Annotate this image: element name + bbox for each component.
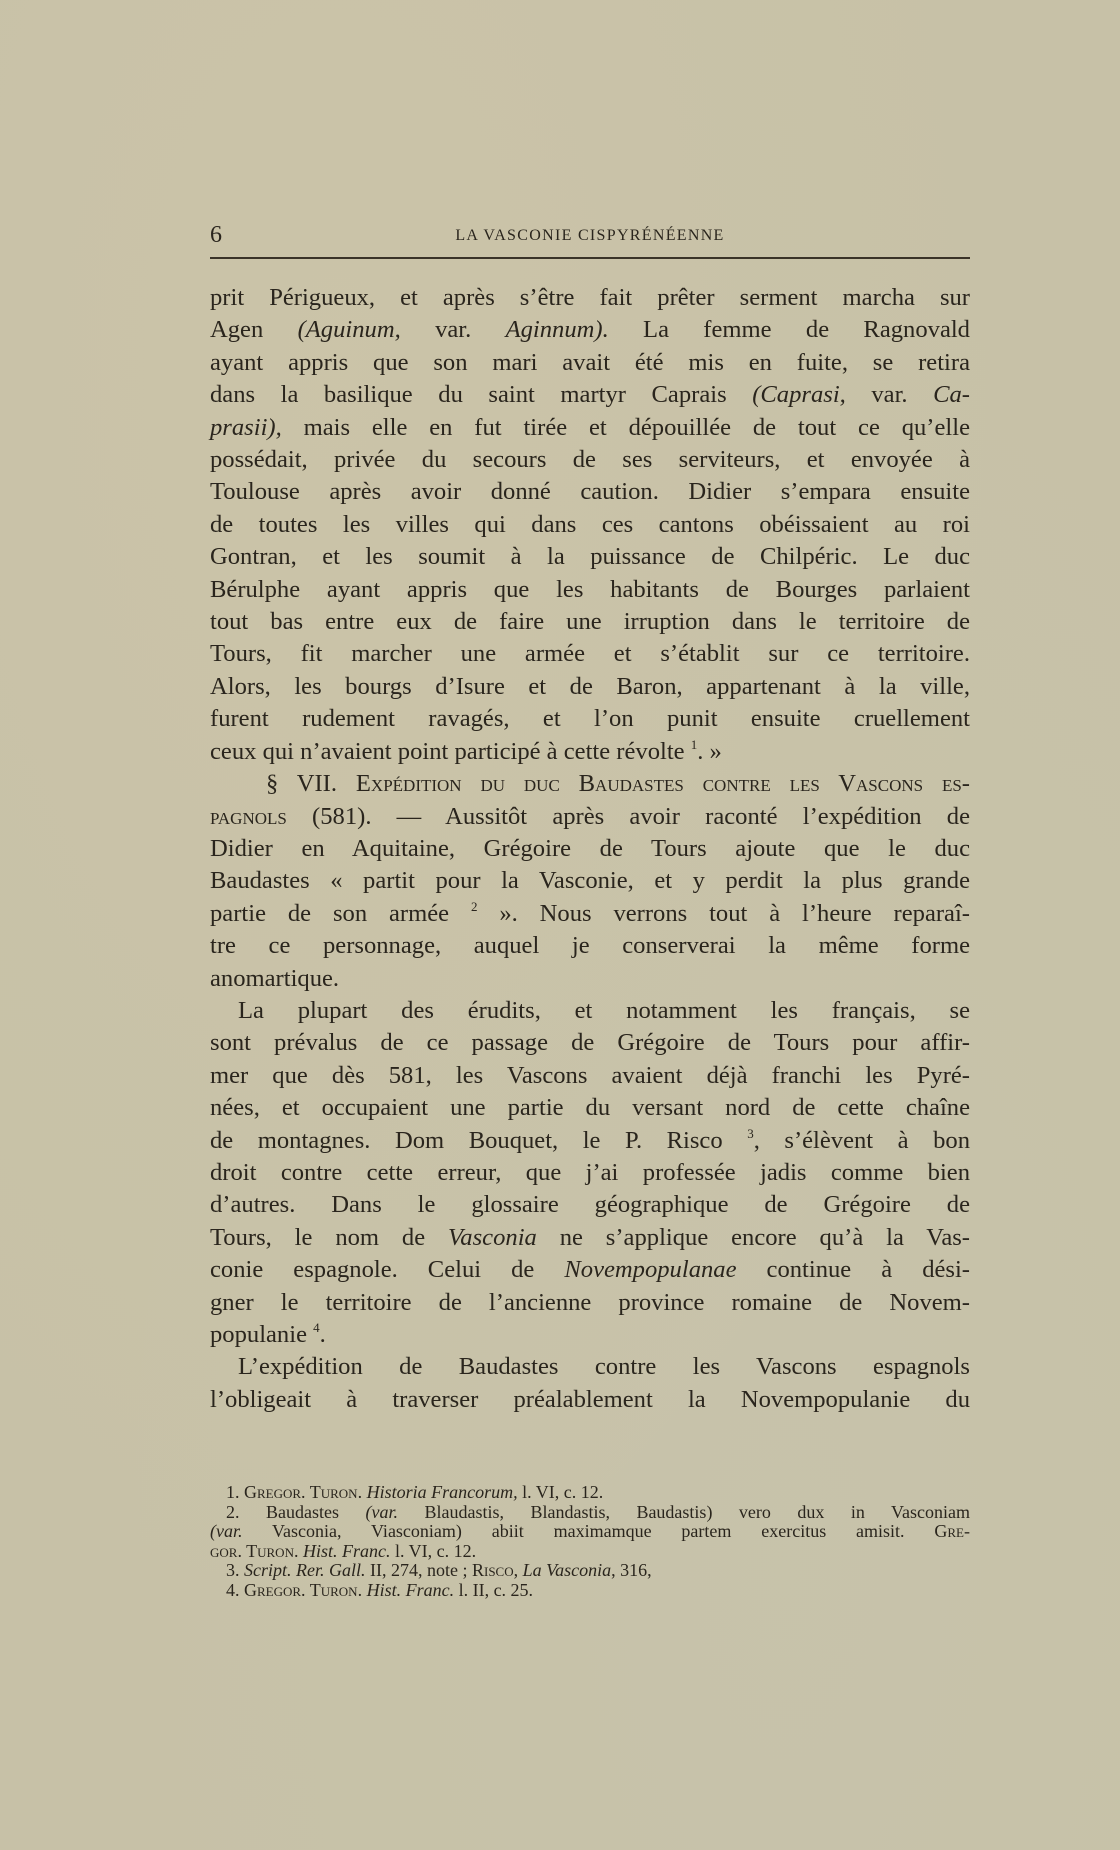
text-line: ayant appris que son mari avait été mis en fuite, se retira: [210, 348, 970, 376]
text-line: de toutes les villes qui dans ces cantons obéissaient au roi: [210, 510, 970, 538]
text-line: nées, et occupaient une partie du versant nord de cette chaîne: [210, 1094, 970, 1122]
text-line: Bérulphe ayant appris que les habitants de Bourges parlaient: [210, 575, 970, 603]
page-header: [210, 220, 970, 250]
text-line: tre ce personnage, auquel je conserverai la même forme: [210, 932, 970, 960]
footnote-3: 3. Script. Rer. Gall. II, 274, note ; Risco, La Vasconia, 316,: [226, 1560, 652, 1580]
text-line: mer que dès 581, les Vascons avaient déjà franchi les Pyré-: [210, 1061, 970, 1089]
text-line: l’obligeait à traverser préalablement la Novempopulanie du: [210, 1385, 970, 1413]
text-line: pagnols (581). — Aussitôt après avoir raconté l’expédition de: [210, 802, 970, 830]
footnote-1: 1. Gregor. Turon. Historia Francorum, l. VI, c. 12.: [226, 1482, 604, 1502]
text-line: Baudastes « partit pour la Vasconie, et y perdit la plus grande: [210, 867, 970, 895]
text-line: conie espagnole. Celui de Novempopulanae continue à dési-: [210, 1256, 970, 1284]
section-heading: § VII. Expédition du duc Baudastes contre les Vascons es-: [266, 770, 970, 798]
footnote-ref-3[interactable]: 3: [747, 1125, 754, 1141]
footnote-ref-1[interactable]: 1: [690, 736, 698, 752]
footnote-2-cont: (var. Vasconia, Viasconiam) abiit maximamque partem exercitus amisit. Gre-: [210, 1521, 970, 1541]
text-line: Didier en Aquitaine, Grégoire de Tours ajoute que le duc: [210, 834, 970, 862]
text-line: prit Périgueux, et après s’être fait prêter serment marcha sur: [210, 284, 970, 311]
footnote-4: 4. Gregor. Turon. Hist. Franc. l. II, c. 25.: [226, 1579, 534, 1600]
page-number: 6: [210, 222, 222, 248]
running-title: LA VASCONIE CISPYRÉNÉENNE: [455, 227, 725, 244]
text-line: gner le territoire de l’ancienne province romaine de Novem-: [210, 1288, 970, 1316]
text-line: furent rudement ravagés, et l’on punit ensuite cruellement: [210, 705, 970, 733]
text-line: prasii), mais elle en fut tirée et dépouillée de tout ce qu’elle: [210, 413, 970, 441]
text-line: Tours, fit marcher une armée et s’établit sur ce territoire.: [210, 640, 970, 668]
text-line: Gontran, et les soumit à la puissance de Chilpéric. Le duc: [210, 543, 970, 571]
text-line: d’autres. Dans le glossaire géographique de Grégoire de: [210, 1191, 970, 1219]
text-line: Toulouse après avoir donné caution. Didier s’empara ensuite: [210, 478, 970, 506]
body-text: [210, 282, 970, 1416]
text-line: partie de son armée $^2$ ». Nous verrons tout à l’heure reparaî-: [210, 898, 970, 927]
text-line: possédait, privée du secours de ses serviteurs, et envoyée à: [210, 446, 970, 474]
text-line: dans la basilique du saint martyr Caprais (Caprasi, var. Ca-: [210, 381, 970, 409]
footnote-2-cont: gor. Turon. Hist. Franc. l. VI, c. 12.: [210, 1540, 477, 1561]
text-line: Tours, le nom de Vasconia ne s’applique encore qu’à la Vas-: [210, 1223, 971, 1251]
text-line: L’expédition de Baudastes contre les Vascons espagnols: [238, 1353, 970, 1381]
footnote-ref-4[interactable]: 4: [313, 1320, 320, 1335]
text-line: droit contre cette erreur, que j’ai professée jadis comme bien: [210, 1158, 970, 1186]
footnote-2: 2. Baudastes (var. Blaudastis, Blandastis, Baudastis) vero dux in Vasconiam: [226, 1501, 971, 1522]
text-line: sont prévalus de ce passage de Grégoire de Tours pour affir-: [210, 1029, 970, 1057]
text-line: ceux qui n’avaient point participé à cette révolte $^1$. »: [210, 736, 722, 765]
text-line: populanie $^4$.: [210, 1320, 326, 1348]
text-line: anomartique.: [210, 964, 340, 992]
text-line: tout bas entre eux de faire une irruption dans le territoire de: [210, 608, 970, 636]
text-line: de montagnes. Dom Bouquet, le P. Risco $^3$, s’élèvent à bon: [210, 1125, 971, 1154]
text-line: Alors, les bourgs d’Isure et de Baron, appartenant à la ville,: [210, 672, 970, 700]
footnotes: [210, 1483, 970, 1600]
text-line: Agen (Aguinum, var. Aginnum). La femme de Ragnovald: [210, 316, 970, 344]
footnote-ref-2[interactable]: 2: [470, 898, 478, 914]
header-rule: [210, 257, 970, 259]
text-line: La plupart des érudits, et notamment les français, se: [238, 996, 970, 1024]
